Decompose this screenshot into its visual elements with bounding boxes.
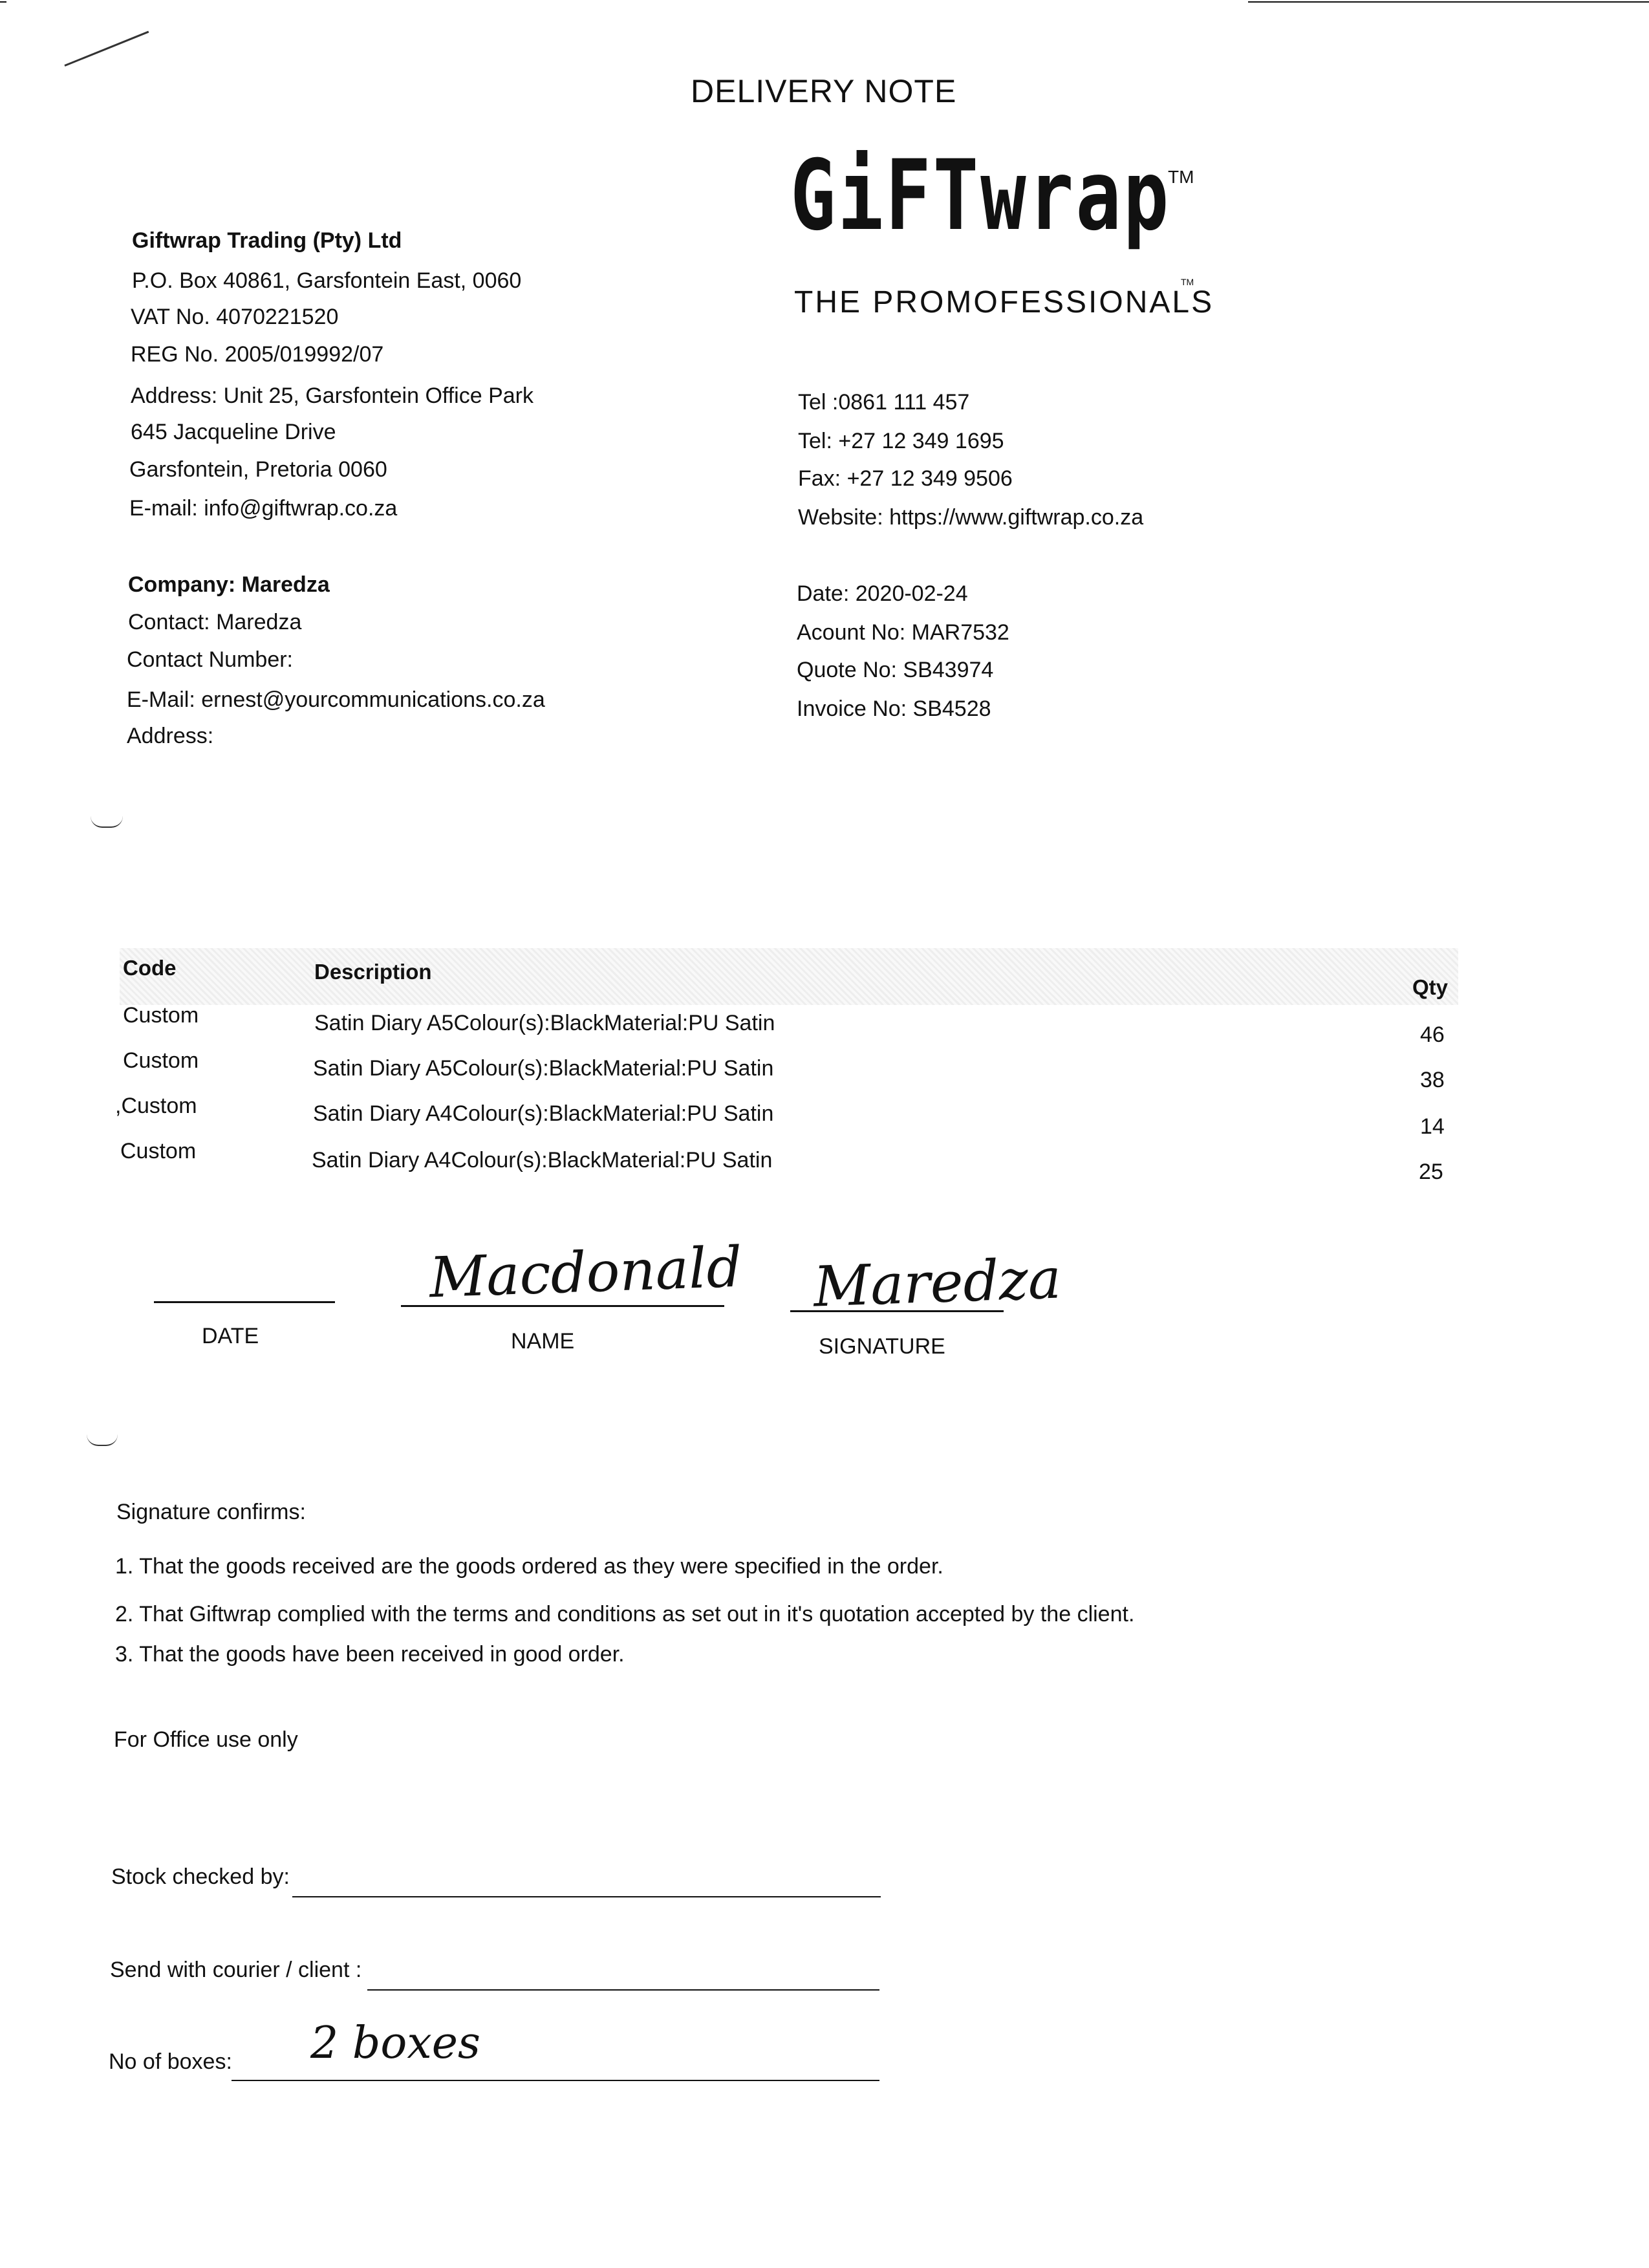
table-header-code: Code xyxy=(123,956,177,980)
signature-label: SIGNATURE xyxy=(819,1334,945,1359)
confirms-item: 3. That the goods have been received in good order. xyxy=(115,1642,625,1667)
logo-trademark: TM xyxy=(1168,167,1194,187)
confirms-item: 2. That Giftwrap complied with the terms and conditions as set out in it's quotation accepted by the client. xyxy=(115,1602,1135,1626)
doc-info-line: Acount No: MAR7532 xyxy=(797,620,1009,645)
sender-line: REG No. 2005/019992/07 xyxy=(131,342,384,367)
row-code: Custom xyxy=(123,1048,199,1073)
page-title: DELIVERY NOTE xyxy=(691,73,957,109)
row-qty: 14 xyxy=(1420,1114,1445,1139)
stock-checked-line xyxy=(292,1896,881,1897)
date-label: DATE xyxy=(202,1324,259,1348)
client-line: Address: xyxy=(127,724,214,748)
row-code: ,Custom xyxy=(115,1094,197,1118)
logo-tagline: THE PROMOFESSIONALS xyxy=(794,285,1214,319)
confirms-heading: Signature confirms: xyxy=(116,1500,306,1524)
courier-line xyxy=(367,1989,879,1991)
company-logo: GiFTwrap xyxy=(790,140,1171,252)
row-description: Satin Diary A5Colour(s):BlackMaterial:PU Satin xyxy=(314,1011,775,1035)
handwritten-name: Macdonald xyxy=(428,1235,744,1311)
sender-line: Address: Unit 25, Garsfontein Office Park xyxy=(131,383,534,408)
boxes-line xyxy=(232,2080,879,2081)
client-line: Contact Number: xyxy=(127,647,293,672)
sender-line: 645 Jacqueline Drive xyxy=(131,420,336,444)
stock-checked-label: Stock checked by: xyxy=(111,1864,290,1889)
date-line xyxy=(154,1301,335,1303)
sender-line: Garsfontein, Pretoria 0060 xyxy=(129,457,387,482)
sender-line: VAT No. 4070221520 xyxy=(131,305,339,329)
contact-line: Fax: +27 12 349 9506 xyxy=(798,466,1013,491)
contact-line: Tel: +27 12 349 1695 xyxy=(798,429,1004,453)
sender-line: P.O. Box 40861, Garsfontein East, 0060 xyxy=(132,268,522,293)
table-header-description: Description xyxy=(314,960,432,984)
sender-line: E-mail: info@giftwrap.co.za xyxy=(129,496,398,521)
contact-line: Tel :0861 111 457 xyxy=(798,390,970,415)
client-line: Contact: Maredza xyxy=(128,610,302,634)
doc-info-line: Quote No: SB43974 xyxy=(797,658,994,682)
row-description: Satin Diary A4Colour(s):BlackMaterial:PU Satin xyxy=(313,1101,774,1126)
doc-info-line: Invoice No: SB4528 xyxy=(797,697,991,721)
row-code: Custom xyxy=(120,1139,197,1163)
courier-label: Send with courier / client : xyxy=(110,1958,362,1982)
row-qty: 38 xyxy=(1420,1068,1445,1092)
row-code: Custom xyxy=(123,1003,199,1028)
confirms-item: 1. That the goods received are the goods ordered as they were specified in the order. xyxy=(115,1554,943,1579)
row-qty: 46 xyxy=(1420,1022,1445,1047)
tagline-trademark: TM xyxy=(1181,277,1194,287)
row-qty: 25 xyxy=(1419,1160,1443,1184)
scan-edge xyxy=(1248,1,1649,3)
scan-mark xyxy=(87,1434,118,1446)
scan-mark xyxy=(91,816,123,828)
contact-line: Website: https://www.giftwrap.co.za xyxy=(798,505,1144,530)
sender-company: Giftwrap Trading (Pty) Ltd xyxy=(132,228,402,253)
scan-mark xyxy=(64,31,149,67)
client-line: E-Mail: ernest@yourcommunications.co.za xyxy=(127,687,545,712)
scan-edge xyxy=(0,1,6,3)
table-header-qty: Qty xyxy=(1412,975,1449,999)
client-company: Company: Maredza xyxy=(128,572,330,597)
handwritten-signature: Maredza xyxy=(812,1246,1062,1320)
row-description: Satin Diary A5Colour(s):BlackMaterial:PU Satin xyxy=(313,1056,774,1081)
boxes-label: No of boxes: xyxy=(109,2049,232,2074)
handwritten-boxes: 2 boxes xyxy=(310,2018,480,2069)
doc-info-line: Date: 2020-02-24 xyxy=(797,581,968,606)
row-description: Satin Diary A4Colour(s):BlackMaterial:PU Satin xyxy=(312,1148,773,1172)
office-heading: For Office use only xyxy=(114,1727,298,1752)
name-label: NAME xyxy=(511,1329,575,1354)
